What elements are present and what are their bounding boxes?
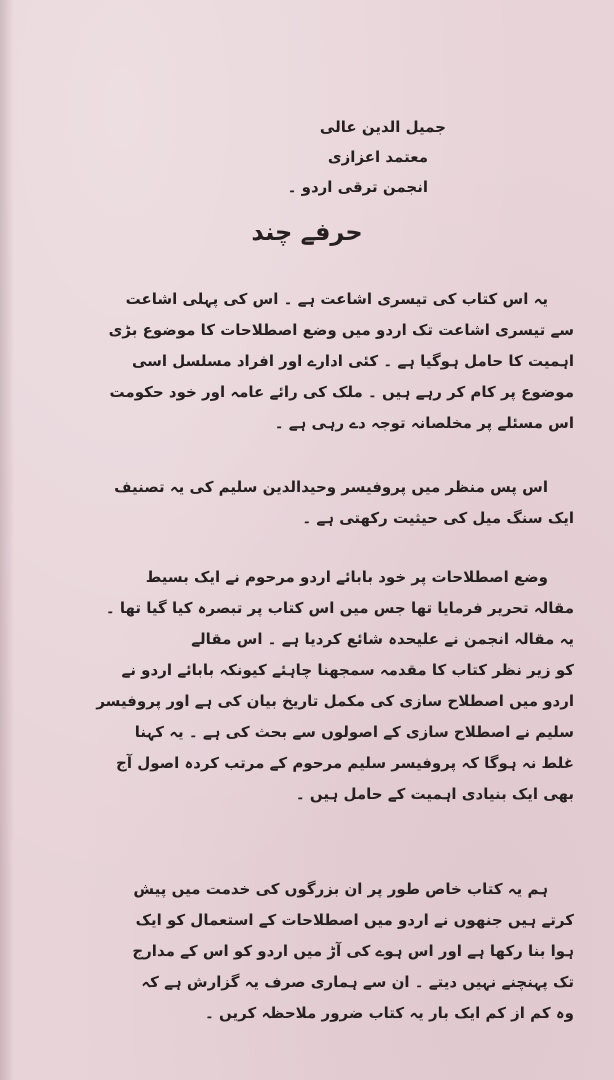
signatory-name: جمیل الدین عالی [319,118,446,136]
paragraph-1 [40,284,574,439]
text-line: وضع اصطلاحات پر خود بابائے اردو مرحوم نے ایک بسیط [145,568,548,586]
text-line: اہمیت کا حامل ہوگیا ہے ۔ کئی ادارے اور افراد مسلسل اسی [131,352,574,370]
paragraph-2 [40,472,574,534]
text-line: کو زیر نظر کتاب کا مقدمہ سمجھنا چاہئے کیونکہ بابائے اردو نے [121,661,574,679]
text-line: سلیم نے اصطلاح سازی کے اصولوں سے بحث کی ہے ۔ یہ کہنا [134,723,574,741]
text-line: اردو میں اصطلاح سازی کی مکمل تاریخ بیان کی ہے اور پروفیسر [96,692,574,710]
text-line: وہ کم از کم ایک بار یہ کتاب ضرور ملاحظہ کریں ۔ [205,1004,574,1022]
text-line: اس مسئلے پر مخلصانہ توجہ دے رہی ہے ۔ [274,414,574,432]
paragraph-3 [40,562,574,810]
page-edge-shadow [0,0,14,1080]
page-title: حرفے چند [251,218,363,246]
text-line: موضوع پر کام کر رہے ہیں ۔ ملک کی رائے عامہ اور خود حکومت [109,383,574,401]
text-line: تک پہنچنے نہیں دیتے ۔ ان سے ہماری صرف یہ گزارش ہے کہ [141,973,574,991]
text-line: ایک سنگ میل کی حیثیت رکھتی ہے ۔ [302,509,574,527]
text-line: ہم یہ کتاب خاص طور پر ان بزرگوں کی خدمت میں پیش [133,880,548,898]
paragraph-4 [40,874,574,1029]
text-line: سے تیسری اشاعت تک اردو میں وضع اصطلاحات کا موضوع بڑی [108,321,574,339]
text-line: یہ مقالہ انجمن نے علیحدہ شائع کردیا ہے ۔ اس مقالے [191,630,574,648]
signatory-designation: معتمد اعزازی [327,148,428,166]
text-line: کرتے ہیں جنھوں نے اردو میں اصطلاحات کے استعمال کو ایک [135,911,574,929]
text-line: بھی ایک بنیادی اہمیت کے حامل ہیں ۔ [295,785,574,803]
text-line: اس پس منظر میں پروفیسر وحیدالدین سلیم کی یہ تصنیف [114,478,548,496]
signatory-organization: انجمن ترقی اردو ۔ [287,178,428,196]
text-line: ہوا بنا رکھا ہے اور اس ہوے کی آڑ میں اردو کو اس کے مدارج [132,942,574,960]
signature-block [206,112,446,202]
text-line: یہ اس کتاب کی تیسری اشاعت ہے ۔ اس کی پہلی اشاعت [125,290,548,308]
text-line: غلط نہ ہوگا کہ پروفیسر سلیم مرحوم کے مرتب کردہ اصول آج [116,754,574,772]
text-line: مقالہ تحریر فرمایا تھا جس میں اس کتاب پر تبصرہ کیا گیا تھا ۔ [105,599,574,617]
